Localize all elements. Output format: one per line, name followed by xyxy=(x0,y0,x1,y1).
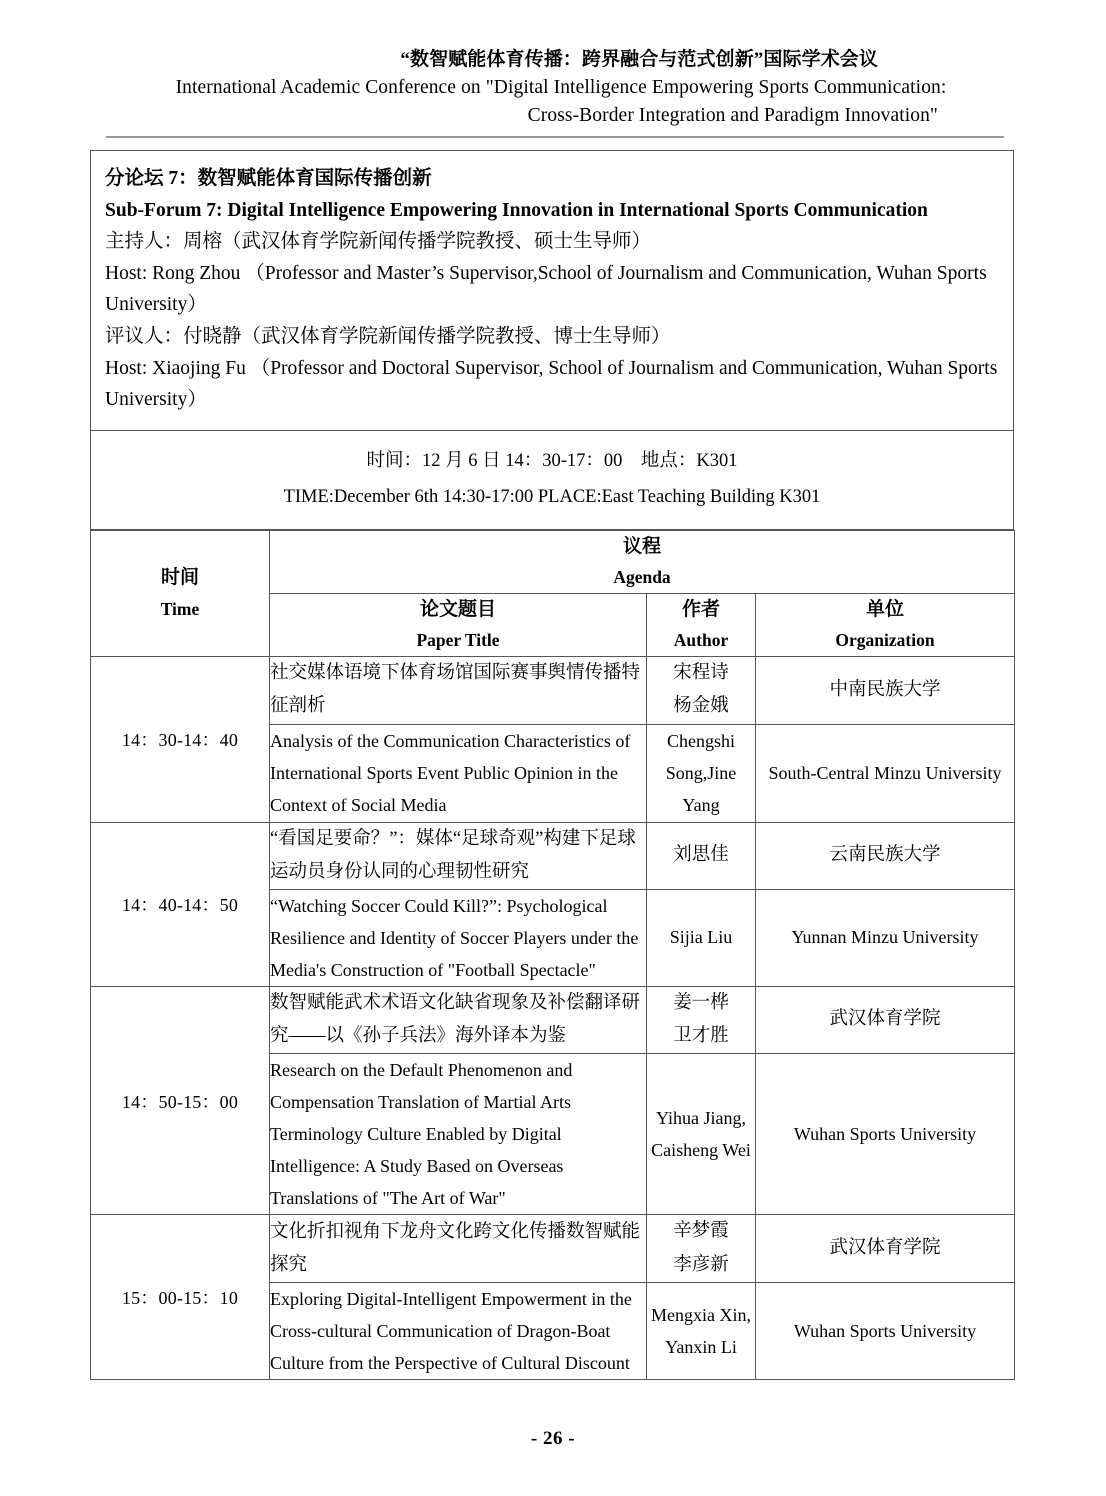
header-paper-en: Paper Title xyxy=(416,630,500,651)
header-agenda-en: Agenda xyxy=(613,567,671,588)
paper-title-chinese: “看国足要命？”：媒体“足球奇观”构建下足球运动员身份认同的心理韧性研究 xyxy=(270,822,647,889)
organization-english: Wuhan Sports University xyxy=(756,1054,1015,1215)
organization-english: Yunnan Minzu University xyxy=(756,889,1015,986)
running-head xyxy=(0,0,1106,138)
forum-info-cell xyxy=(91,151,1014,431)
header-divider xyxy=(106,136,1004,138)
author-chinese: 刘思佳 xyxy=(647,822,756,889)
forum-info-row xyxy=(91,151,1014,431)
conference-title-chinese: “数智赋能体育传播：跨界融合与范式创新”国际学术会议 xyxy=(400,49,878,70)
header-paper-title xyxy=(270,593,647,656)
session-time: 15：00-15：10 xyxy=(91,1215,270,1380)
paper-title-english: “Watching Soccer Could Kill?”: Psychological Resilience and Identity of Soccer Players under the Media's Construction of "Football Spectacle" xyxy=(270,889,647,986)
session-time: 14：50-15：00 xyxy=(91,986,270,1215)
host-english: Host: Rong Zhou （Professor and Master’s Supervisor,School of Journalism and Communication, Wuhan Sports University） xyxy=(105,262,987,316)
schedule-info-block xyxy=(91,431,1013,529)
header-author xyxy=(647,593,756,656)
discussant-chinese: 评议人：付晓静（武汉体育学院新闻传播学院教授、博士生导师） xyxy=(105,325,671,347)
author-english: Chengshi Song,Jine Yang xyxy=(647,724,756,822)
organization-english: Wuhan Sports University xyxy=(756,1282,1015,1379)
organization-chinese: 武汉体育学院 xyxy=(756,1215,1015,1283)
conference-title-english-line1: International Academic Conference on "Digital Intelligence Empowering Sports Communication: xyxy=(175,76,947,98)
paper-title-english: Exploring Digital-Intelligent Empowerment in the Cross-cultural Communication of Dragon-Boat Culture from the Perspective of Cultural Discount xyxy=(270,1282,647,1379)
paper-title-chinese: 社交媒体语境下体育场馆国际赛事舆情传播特征剖析 xyxy=(270,656,647,724)
table-row xyxy=(91,822,1015,889)
session-time: 14：40-14：50 xyxy=(91,822,270,986)
discussant-english: Host: Xiaojing Fu （Professor and Doctoral Supervisor, School of Journalism and Communication, Wuhan Sports University） xyxy=(105,357,998,411)
organization-chinese: 云南民族大学 xyxy=(756,822,1015,889)
paper-title-chinese: 数智赋能武术术语文化缺省现象及补偿翻译研究——以《孙子兵法》海外译本为鉴 xyxy=(270,986,647,1054)
table-row xyxy=(91,986,1015,1054)
table-row xyxy=(91,1215,1015,1283)
agenda-table xyxy=(90,530,1015,1380)
author-english: Sijia Liu xyxy=(647,889,756,986)
organization-chinese: 中南民族大学 xyxy=(756,656,1015,724)
forum-info-table xyxy=(90,150,1014,530)
header-time-en: Time xyxy=(160,598,200,619)
header-paper-cn: 论文题目 xyxy=(419,598,496,620)
forum-info-block xyxy=(91,151,1013,430)
header-org-cn: 单位 xyxy=(866,598,905,620)
agenda-header-row-1 xyxy=(91,530,1015,593)
author-chinese: 姜一桦 卫才胜 xyxy=(647,986,756,1054)
schedule-info-row xyxy=(91,430,1014,529)
paper-title-english: Research on the Default Phenomenon and Compensation Translation of Martial Arts Terminology Culture Enabled by Digital Intelligence: A Study Based on Overseas Translations of "The Art of War" xyxy=(270,1054,647,1215)
session-time: 14：30-14：40 xyxy=(91,656,270,822)
organization-english: South-Central Minzu University xyxy=(756,724,1015,822)
author-english: Yihua Jiang, Caisheng Wei xyxy=(647,1054,756,1215)
table-row xyxy=(91,656,1015,724)
header-time-cn: 时间 xyxy=(160,567,199,589)
header-time xyxy=(91,530,270,656)
author-chinese: 宋程诗 杨金娥 xyxy=(647,656,756,724)
paper-title-chinese: 文化折扣视角下龙舟文化跨文化传播数智赋能探究 xyxy=(270,1215,647,1283)
author-chinese: 辛梦霞 李彦新 xyxy=(647,1215,756,1283)
author-english: Mengxia Xin, Yanxin Li xyxy=(647,1282,756,1379)
schedule-english: TIME:December 6th 14:30-17:00 PLACE:East Teaching Building K301 xyxy=(283,486,821,507)
header-organization xyxy=(756,593,1015,656)
header-agenda-cn: 议程 xyxy=(623,535,662,557)
host-chinese: 主持人：周榕（武汉体育学院新闻传播学院教授、硕士生导师） xyxy=(105,231,652,253)
page-number: - 26 - xyxy=(530,1428,576,1449)
organization-chinese: 武汉体育学院 xyxy=(756,986,1015,1054)
conference-title-english-line2: Cross-Border Integration and Paradigm Innovation" xyxy=(527,104,938,126)
sub-forum-title-chinese: 分论坛 7：数智赋能体育国际传播创新 xyxy=(105,168,432,190)
schedule-info-cell xyxy=(91,430,1014,529)
sub-forum-title-english: Sub-Forum 7: Digital Intelligence Empowering Innovation in International Sports Communication xyxy=(105,199,928,221)
header-author-cn: 作者 xyxy=(681,598,720,620)
header-author-en: Author xyxy=(673,630,729,651)
paper-title-english: Analysis of the Communication Characteristics of International Sports Event Public Opinion in the Context of Social Media xyxy=(270,724,647,822)
header-agenda xyxy=(270,530,1015,593)
schedule-chinese: 时间：12 月 6 日 14：30-17：00 地点：K301 xyxy=(366,450,738,471)
header-org-en: Organization xyxy=(835,630,935,651)
